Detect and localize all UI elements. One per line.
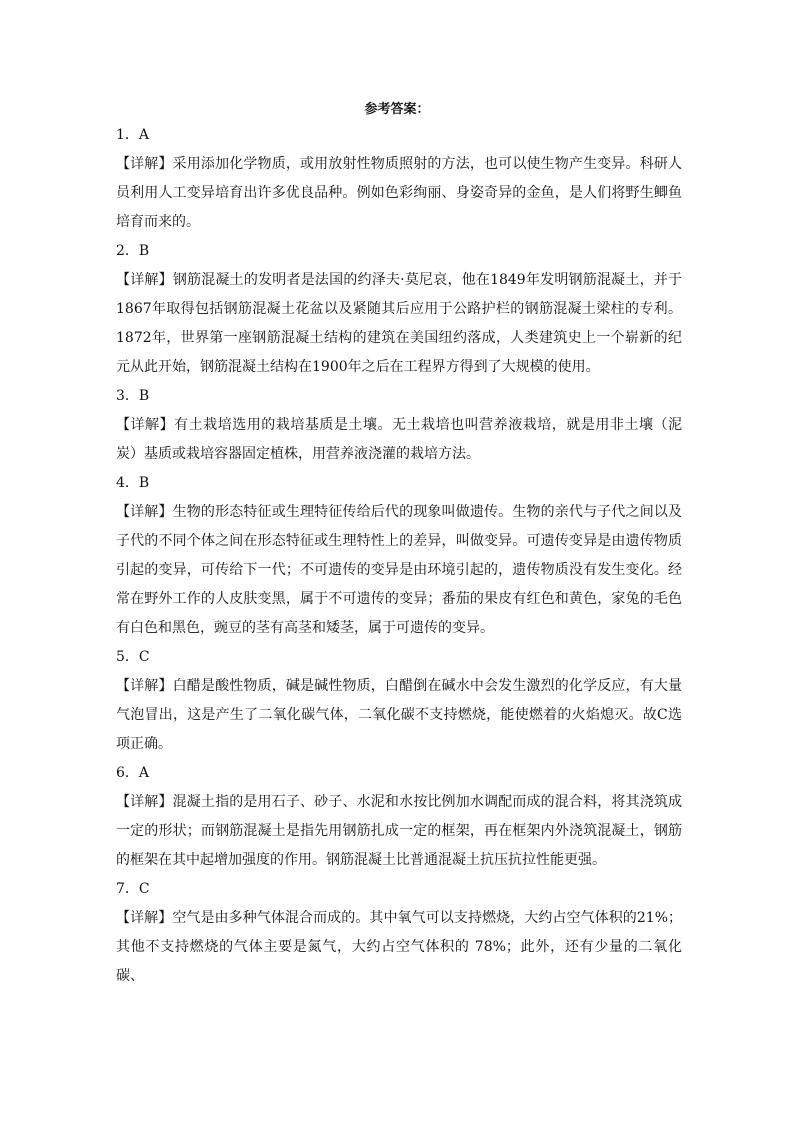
- explanation-text: 生物的形态特征或生理特征传给后代的现象叫做遗传。生物的亲代与子代之间以及子代的不同个体之间在形态特征或生理特性上的差异，叫做变异。可遗传变异是由遗传物质引起的变异，可传给下一代；不可遗传的变异是由环境引起的，遗传物质没有发生变化。经常在野外工作的人皮肤变黑，属于不可遗传的变异；番茄的果皮有红色和黄色，家兔的毛色有白色和黑色，豌豆的茎有高茎和矮茎，属于可遗传的变异。: [116, 504, 683, 636]
- explanation-text: 采用添加化学物质，或用放射性物质照射的方法，也可以使生物产生变异。科研人员利用人工变异培育出许多优良品种。例如色彩绚丽、身姿奇异的金鱼，是人们将野生鲫鱼培育而来的。: [116, 156, 683, 230]
- answer-number: 2．B: [116, 243, 150, 259]
- explanation-tag: 【详解】: [116, 504, 173, 520]
- explanation-text: 空气是由多种气体混合而成的。其中氧气可以支持燃烧，大约占空气体积的21%；其他不支持燃烧的气体主要是氮气，大约占空气体积的 78%；此外，还有少量的二氧化碳、: [116, 910, 682, 984]
- page-title: 参考答案：: [364, 102, 430, 117]
- answer-explanation: [116, 150, 682, 237]
- answer-number: 6．A: [116, 765, 150, 781]
- answer-list: [116, 121, 682, 991]
- explanation-tag: 【详解】: [116, 417, 175, 433]
- answer-explanation: [116, 266, 682, 382]
- explanation-tag: 【详解】: [116, 678, 173, 694]
- answer-number: 5．C: [116, 649, 150, 665]
- answer-number: 7．C: [116, 881, 150, 897]
- explanation-tag: 【详解】: [116, 272, 173, 288]
- answer-explanation: [116, 411, 682, 469]
- answer-explanation: [116, 498, 682, 643]
- explanation-text: 钢筋混凝土的发明者是法国的约泽夫·莫尼哀，他在1849年发明钢筋混凝土，并于1867年取得包括钢筋混凝土花盆以及紧随其后应用于公路护栏的钢筋混凝土梁柱的专利。1872年，世界第一座钢筋混凝土结构的建筑在美国纽约落成，人类建筑史上一个崭新的纪元从此开始，钢筋混凝土结构在1900年之后在工程界方得到了大规模的使用。: [116, 272, 683, 375]
- explanation-text: 混凝土指的是用石子、砂子、水泥和水按比例加水调配而成的混合料，将其浇筑成一定的形状；而钢筋混凝土是指先用钢筋扎成一定的框架，再在框架内外浇筑混凝土，钢筋的框架在其中起增加强度的作用。钢筋混凝土比普通混凝土抗压抗拉性能更强。: [116, 794, 683, 868]
- answer-explanation: [116, 904, 682, 991]
- explanation-text: 有土栽培选用的栽培基质是土壤。无土栽培也叫营养液栽培，就是用非土壤（泥炭）基质或栽培容器固定植株，用营养液浇灌的栽培方法。: [116, 417, 683, 462]
- answer-number: 4．B: [116, 475, 150, 491]
- answer-number: 1．A: [116, 127, 150, 143]
- explanation-text: 白醋是酸性物质，碱是碱性物质，白醋倒在碱水中会发生激烈的化学反应，有大量气泡冒出，这是产生了二氧化碳气体，二氧化碳不支持燃烧，能使燃着的火焰熄灭。故C选项正确。: [116, 678, 683, 752]
- explanation-tag: 【详解】: [116, 156, 173, 172]
- answer-number: 3．B: [116, 388, 150, 404]
- explanation-tag: 【详解】: [116, 910, 173, 926]
- answer-explanation: [116, 672, 682, 759]
- answer-explanation: [116, 788, 682, 875]
- explanation-tag: 【详解】: [116, 794, 173, 810]
